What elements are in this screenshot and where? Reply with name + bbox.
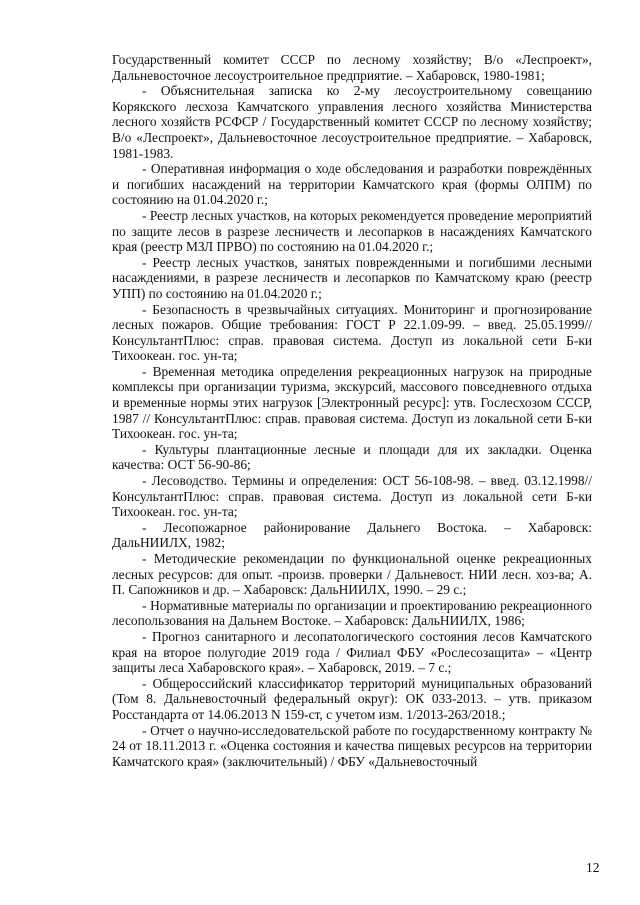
reference-paragraph: - Общероссийский классификатор территорий муниципальных образований (Том 8. Дальневосточный федеральный округ): ОК 033-2013. – утв. приказом Росстандарта от 14.06.2013 N 159-ст, с учетом изм. 1/2013-263/2018.;: [112, 675, 592, 722]
reference-paragraph: Государственный комитет СССР по лесному хозяйству; В/о «Леспроект», Дальневосточное лесоустроительное предприятие. – Хабаровск, 1980-1981;: [112, 52, 592, 83]
reference-paragraph: - Объяснительная записка ко 2-му лесоустроительному совещанию Корякского лесхоза Камчатского управления лесного хозяйства Министерства лесного хозяйств РСФСР / Государственный комитет СССР по лесному хозяйству; В/о «Леспроект», Дальневосточное лесоустроительное предприятие. – Хабаровск, 1981-1983.: [112, 83, 592, 161]
reference-paragraph: - Безопасность в чрезвычайных ситуациях. Мониторинг и прогнозирование лесных пожаров. Общие требования: ГОСТ Р 22.1.09-99. – введ. 25.05.1999// КонсультантПлюс: справ. правовая система. Доступ из локальной сети Б-ки Тихоокеан. гос. ун-та;: [112, 301, 592, 364]
reference-paragraph: - Культуры плантационные лесные и площади для их закладки. Оценка качества: ОСТ 56-90-86;: [112, 441, 592, 473]
reference-paragraph: - Временная методика определения рекреационных нагрузок на природные комплексы при организации туризма, экскурсий, массового повседневного отдыха и временные нормы этих нагрузок [Электронный ресурс]: утв. Гослесхозом СССР, 1987 // КонсультантПлюс: справ. правовая система. Доступ из локальной сети Б-ки Тихоокеан. гос. ун-та;: [112, 363, 592, 442]
page-number: 12: [586, 860, 600, 875]
reference-paragraph: - Оперативная информация о ходе обследования и разработки повреждённых и погибших насаждений на территории Камчатского края (формы ОЛПМ) по состоянию на 01.04.2020 г.;: [112, 161, 592, 208]
reference-paragraph: - Прогноз санитарного и лесопатологического состояния лесов Камчатского края на второе полугодие 2019 года / Филиал ФБУ «Рослесозащита» – «Центр защиты леса Хабаровского края». – Хабаровск, 2019. – 7 с.;: [112, 628, 592, 676]
reference-paragraph: - Реестр лесных участков, на которых рекомендуется проведение мероприятий по защите лесов в разрезе лесничеств и лесопарков в насаждениях Камчатского края (реестр МЗЛ ПРВО) по состоянию на 01.04.2020 г.;: [112, 207, 592, 255]
reference-paragraph: - Лесопожарное районирование Дальнего Востока. – Хабаровск: ДальНИИЛХ, 1982;: [112, 519, 592, 551]
reference-paragraph: - Нормативные материалы по организации и проектированию рекреационного лесопользования на Дальнем Востоке. – Хабаровск: ДальНИИЛХ, 1986;: [112, 597, 592, 629]
reference-paragraph: - Реестр лесных участков, занятых поврежденными и погибшими лесными насаждениями, в разрезе лесничеств и лесопарков по Камчатскому краю (реестр УПП) по состоянию на 01.04.2020 г.;: [112, 254, 592, 301]
document-body: [112, 52, 592, 769]
reference-paragraph: - Лесоводство. Термины и определения: ОСТ 56-108-98. – введ. 03.12.1998// КонсультантПлюс: справ. правовая система. Доступ из локальной сети Б-ки Тихоокеан. гос. ун-та;: [112, 473, 592, 520]
reference-paragraph: - Методические рекомендации по функциональной оценке рекреационных лесных ресурсов: для опыт. -произв. проверки / Дальневост. НИИ лесн. хоз-ва; А. П. Сапожников и др. – Хабаровск: ДальНИИЛХ, 1990. – 29 с.;: [112, 551, 592, 598]
reference-paragraph: - Отчет о научно-исследовательской работе по государственному контракту № 24 от 18.11.2013 г. «Оценка состояния и качества пищевых ресурсов на территории Камчатского края» (заключительный) / ФБУ «Дальневосточный: [112, 722, 592, 769]
